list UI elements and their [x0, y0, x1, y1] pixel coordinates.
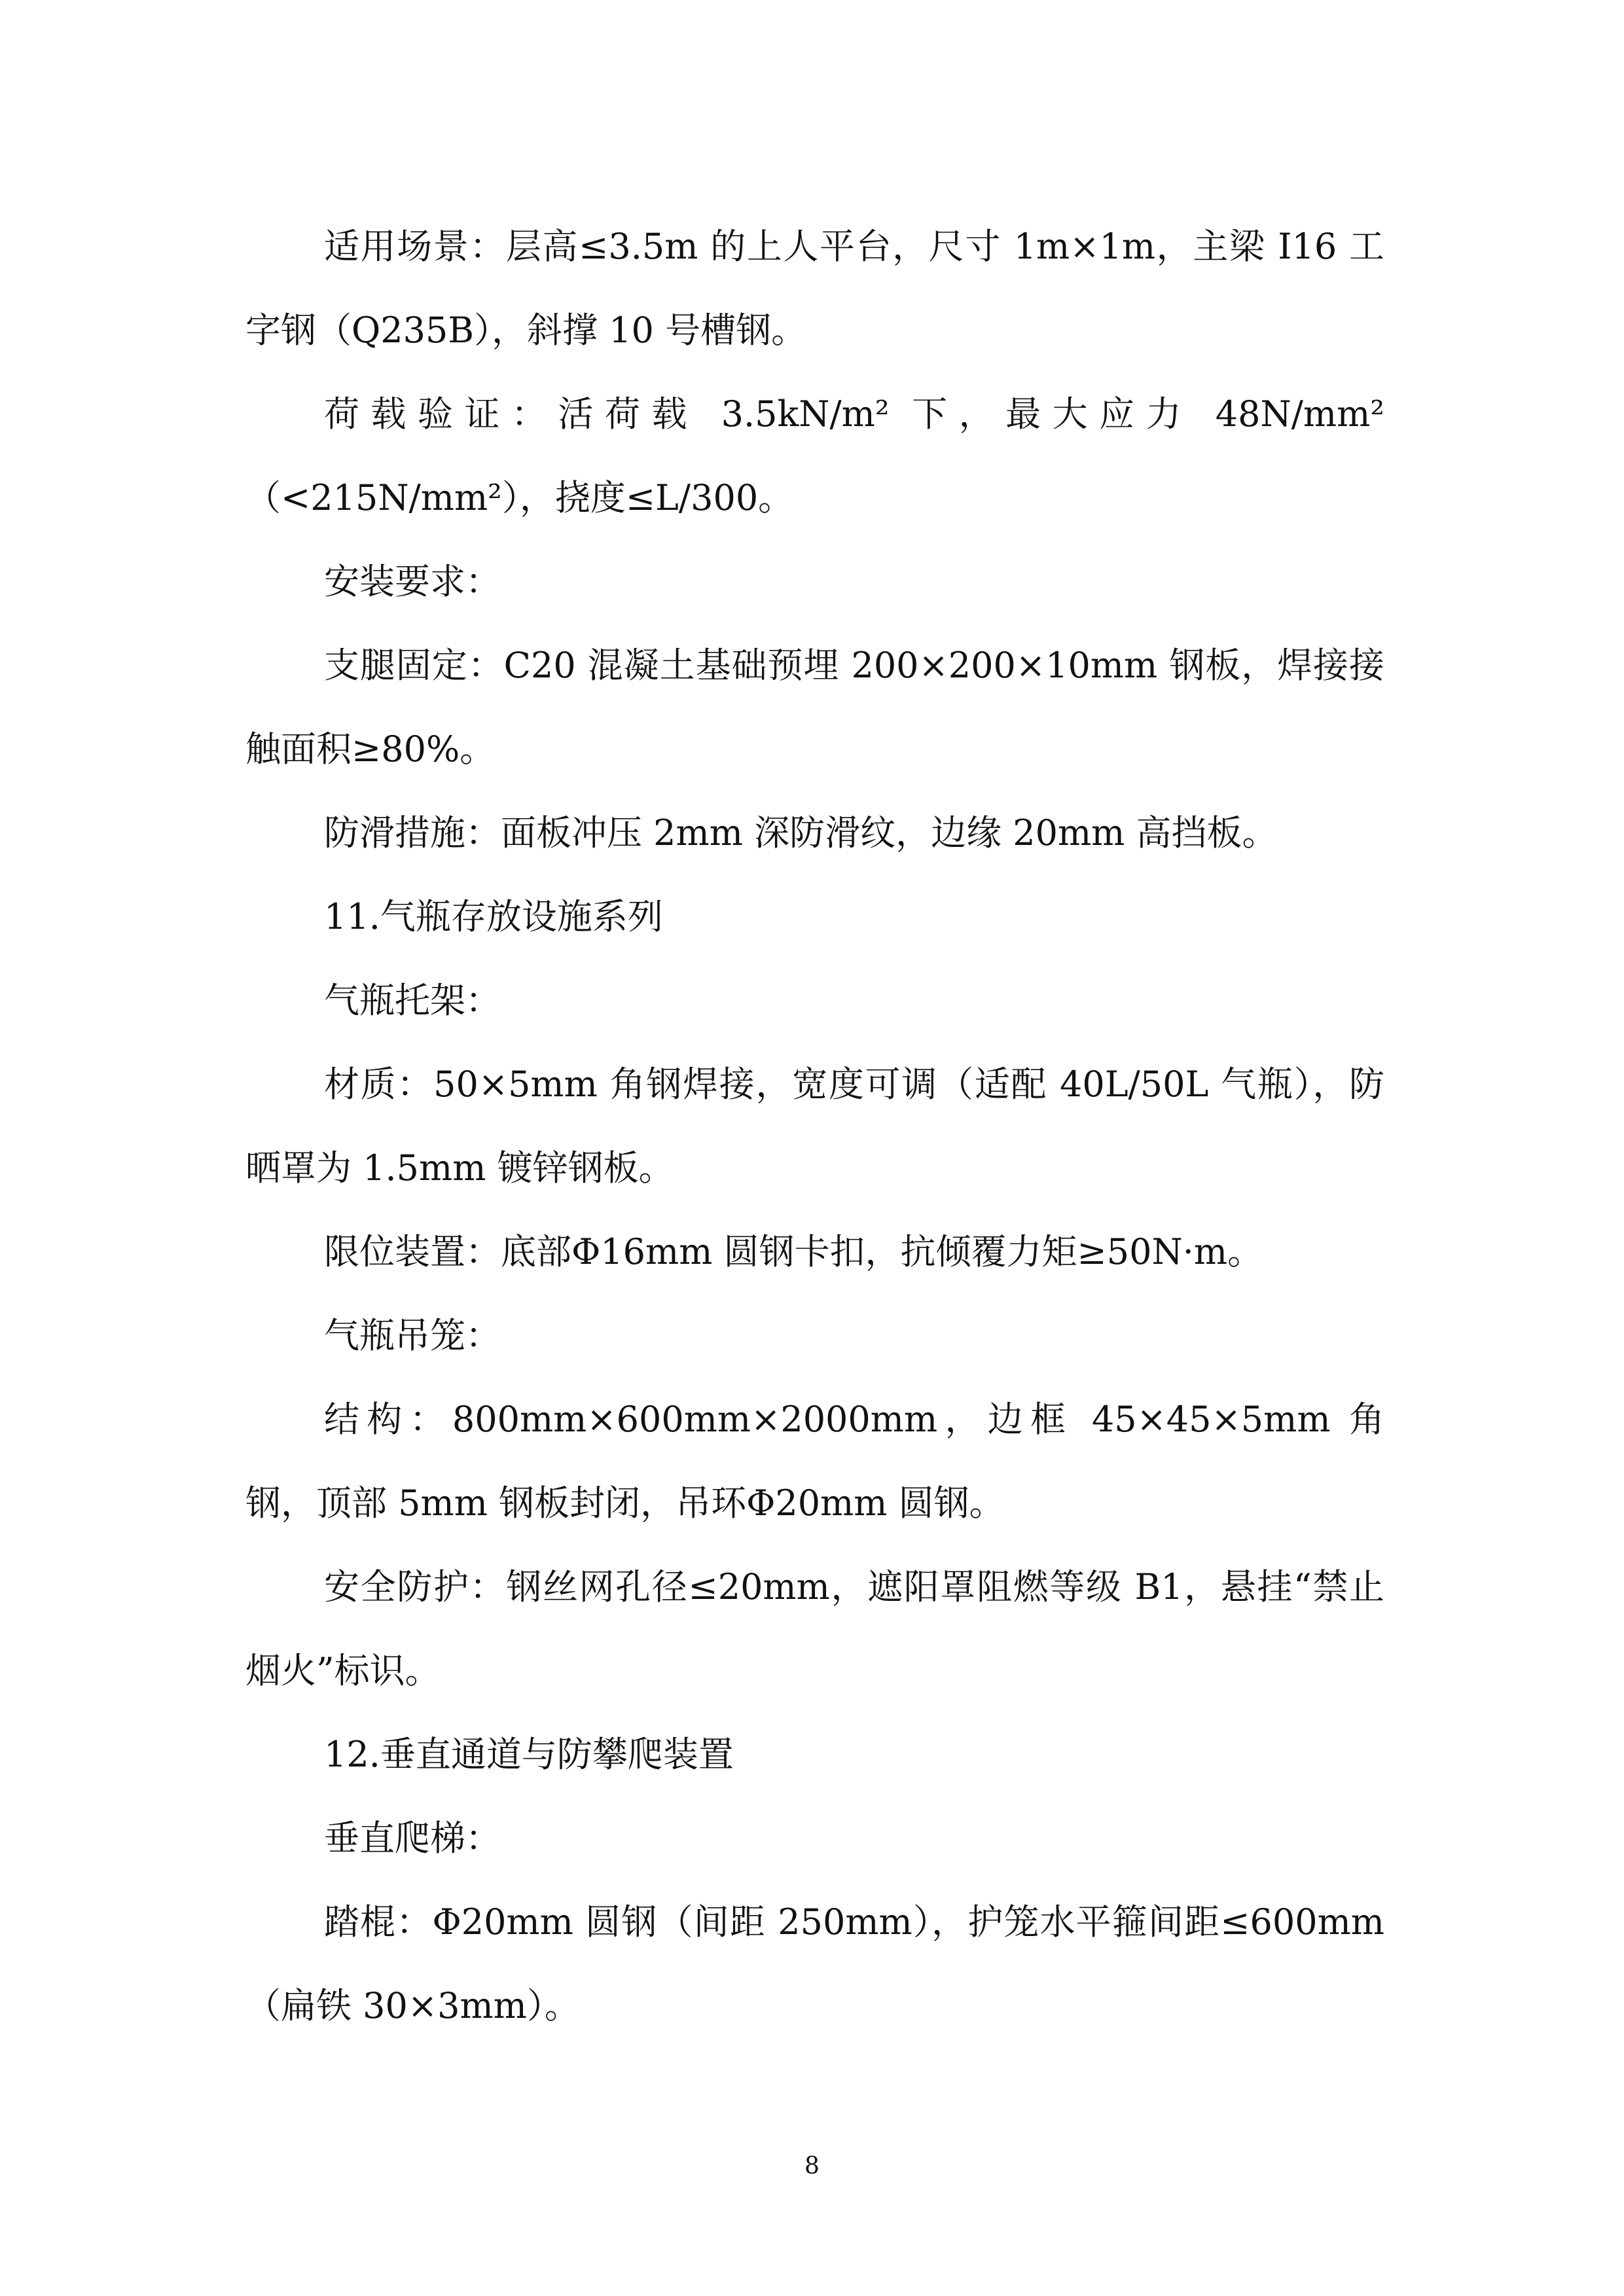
paragraph-vertical-ladder: 垂直爬梯：: [324, 1818, 501, 1859]
paragraph-anti-slip: 防滑措施：面板冲压 2mm 深防滑纹，边缘 20mm 高挡板。: [324, 812, 1278, 853]
paragraph-installation-requirements: 安装要求：: [324, 561, 501, 602]
paragraph-limit-device: 限位装置：底部Φ16mm 圆钢卡扣，抗倾覆力矩≥50N·m。: [324, 1231, 1263, 1272]
paragraph-application-scenario: 适用场景：层高≤3.5m 的上人平台，尺寸 1m×1m，主梁 I16 工字钢（Q235B），斜撑 10 号槽钢。: [245, 226, 1384, 351]
paragraph-structure: 结构：800mm×600mm×2000mm，边框 45×45×5mm 角钢，顶部 5mm 钢板封闭，吊环Φ20mm 圆钢。: [245, 1399, 1384, 1524]
paragraph-safety-protection: 安全防护：钢丝网孔径≤20mm，遮阳罩阻燃等级 B1，悬挂“禁止烟火”标识。: [245, 1566, 1384, 1691]
paragraph-rungs: 踏棍：Φ20mm 圆钢（间距 250mm），护笼水平箍间距≤600mm（扁铁 30×3mm）。: [245, 1901, 1384, 2026]
page-body: [245, 205, 1384, 2048]
page-number: 8: [804, 2153, 820, 2179]
paragraph-leg-fixing: 支腿固定：C20 混凝土基础预埋 200×200×10mm 钢板，焊接接触面积≥80%。: [245, 645, 1384, 770]
section-heading-12: 12.垂直通道与防攀爬装置: [324, 1734, 734, 1775]
paragraph-cylinder-bracket: 气瓶托架：: [324, 980, 501, 1021]
paragraph-load-verification: 荷载验证：活荷载 3.5kN/m² 下，最大应力 48N/mm²（<215N/mm²），挠度≤L/300。: [245, 393, 1384, 518]
paragraph-material: 材质：50×5mm 角钢焊接，宽度可调（适配 40L/50L 气瓶），防晒罩为 1.5mm 镀锌钢板。: [245, 1064, 1384, 1189]
section-heading-11: 11.气瓶存放设施系列: [324, 896, 663, 937]
paragraph-cylinder-cage: 气瓶吊笼：: [324, 1315, 501, 1356]
